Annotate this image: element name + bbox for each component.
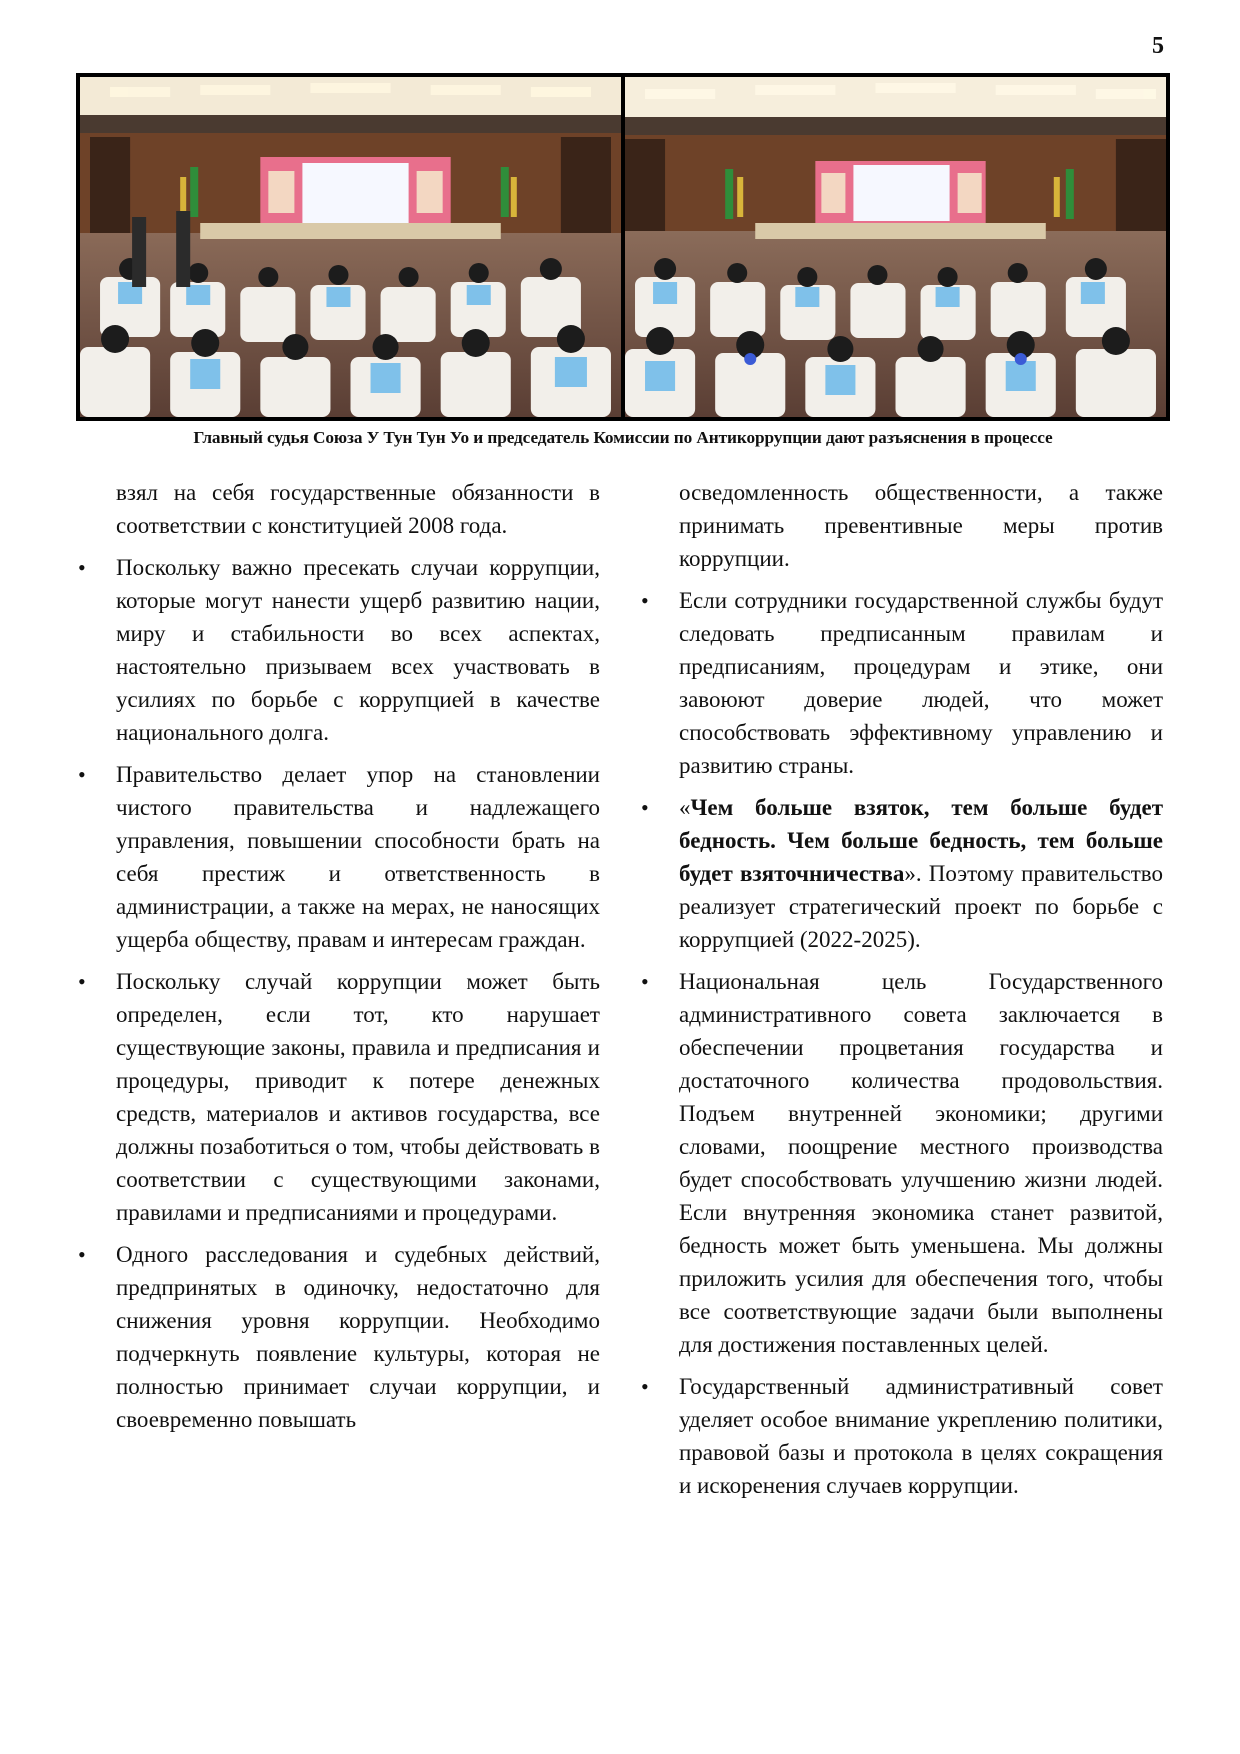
- left-column: [116, 476, 600, 1436]
- list-item-quote: [679, 791, 1163, 956]
- list-item: • Если сотрудники государственной службы будут следовать предписанным правилам и предписаниям, процедурам и этике, они завоюют доверие людей, что может способствовать эффективному управлению и развитию страны.: [679, 584, 1163, 782]
- quote-open-mark: «: [679, 795, 691, 820]
- list-item: • Поскольку случай коррупции может быть определен, если тот, кто нарушает существующие законы, правила и предписания и процедуры, приводит к потере денежных средств, материалов и активов государства, все должны позаботиться о том, чтобы действовать в соответствии с существующими законами, правилами и предписаниями и процедурами.: [116, 965, 600, 1229]
- quote-close-mark: ».: [904, 861, 922, 886]
- list-item: • Национальная цель Государственного административного совета заключается в обеспечении процветания государства и достаточного количества продовольствия. Подъем внутренней экономики; другими словами, поощрение местного производства будет способствовать улучшению жизни людей. Если внутренняя экономика станет развитой, бедность может быть уменьшена. Мы должны приложить усилия для обеспечения того, чтобы все соответствующие задачи были выполнены для достижения поставленных целей.: [679, 965, 1163, 1361]
- bullet-list: [116, 551, 600, 1436]
- list-item: • Одного расследования и судебных действий, предпринятых в одиночку, недостаточно для снижения уровня коррупции. Необходимо подчеркнуть появление культуры, которая не полностью принимает случаи коррупции, и своевременно повышать: [116, 1238, 600, 1436]
- list-item: • Правительство делает упор на становлении чистого правительства и надлежащего управления, повышении способности брать на себя престиж и ответственность в администрации, а также на мерах, не наносящих ущерба обществу, правам и интересам граждан.: [116, 758, 600, 956]
- continuation-paragraph: осведомленность общественности, а также принимать превентивные меры против коррупции.: [679, 480, 1163, 571]
- right-column: [679, 476, 1163, 1502]
- continuation-paragraph: взял на себя государственные обязанности в соответствии с конституцией 2008 года.: [116, 480, 600, 538]
- list-item: • Государственный административный совет уделяет особое внимание укреплению политики, правовой базы и протокола в целях сокращения и искоренения случаев коррупции.: [679, 1370, 1163, 1502]
- photo-strip: [76, 73, 1170, 421]
- bullet-list: [679, 584, 1163, 1502]
- conference-hall-photo-right: [625, 77, 1166, 417]
- photo-caption: Главный судья Союза У Тун Тун Уо и председатель Комиссии по Антикоррупции дают разъяснения в процессе: [193, 428, 1053, 447]
- conference-hall-photo-left: [80, 77, 621, 417]
- quote-continuation: Поэтому правительство реализует стратегический проект по борьбе с коррупцией (2022-2025).: [679, 861, 1163, 952]
- list-item: • Поскольку важно пресекать случаи коррупции, которые могут нанести ущерб развитию нации, миру и стабильности во всех аспектах, настоятельно призываем всех участвовать в усилиях по борьбе с коррупцией в качестве национального долга.: [116, 551, 600, 749]
- bold-quote: Чем больше взяток, тем больше будет бедность. Чем больше бедность, тем больше будет взяточничества: [679, 795, 1163, 886]
- page-number: 5: [1152, 33, 1164, 59]
